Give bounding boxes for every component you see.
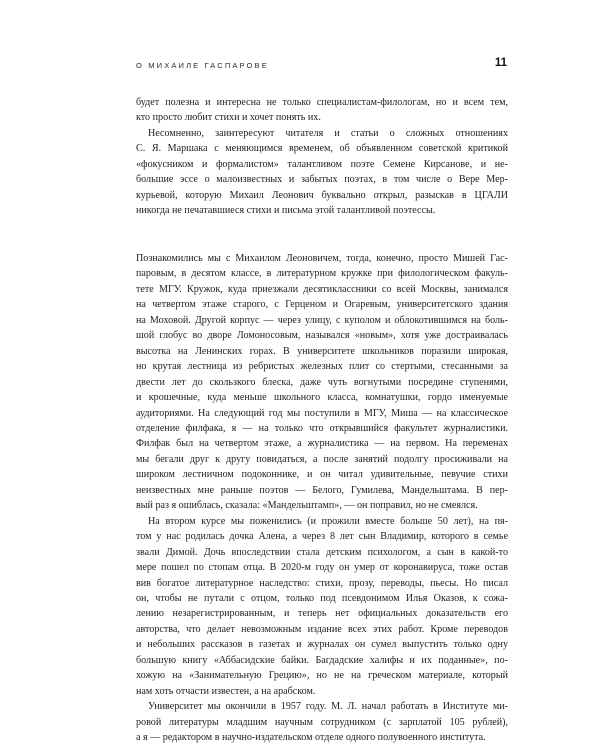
- text-line: двести лет до скользкого блеска, даже чуть вогнутыми посредине ступенями,: [136, 376, 508, 388]
- text-line: мы бегали друг к другу повидаться, а после занятий подолгу просиживали на: [136, 453, 508, 465]
- text-line: высотка на Ленинских горах. В университете школьников поразили широкая,: [136, 345, 508, 357]
- text-line: а я — редактором в научно-издательском отделе одного полувоенного института.: [136, 732, 486, 744]
- text-line: тете МГУ. Кружок, куда приезжали десятиклассники со всей Москвы, занимался: [136, 283, 508, 295]
- text-line: вив богатое литературное наследство: стихи, прозу, переводы, пьесы. Но писал: [136, 577, 508, 589]
- text-line: хожую на «Занимательную Грецию», но не на греческом материале, который: [136, 670, 508, 682]
- text-line: аудиториями. На следующий год мы поступили в МГУ, Миша — на классическое: [136, 407, 508, 419]
- text-line: широком лестничном подоконнике, и он читал удивительные, певучие стихи: [136, 469, 508, 481]
- text-line: Филфак был на четвертом этаже, а журналистика — на первом. На переменах: [136, 438, 508, 450]
- paragraph-group-intro: [136, 95, 508, 219]
- text-line: звали Димой. Дочь впоследствии стала детским психологом, а сын в какой-то: [136, 546, 508, 558]
- text-line: Университет мы окончили в 1957 году. М. Л. начал работать в Институте ми-: [148, 701, 508, 713]
- text-line: С. Я. Маршака с меняющимся временем, об объявленном советской критикой: [136, 143, 508, 155]
- text-line: но крутая лестница из ребристых железных плит со стертыми, стесанными за: [136, 361, 508, 373]
- text-line: курьевой, которую Михаил Леонович буквально открыл, разыскав в ЦГАЛИ: [136, 189, 508, 201]
- text-line: неизвестных мне раньше поэтов — Белого, Гумилева, Мандельштама. В пер-: [136, 484, 508, 496]
- text-line: авторства, что делает невозможным издание всех этих работ. Кроме переводов: [136, 623, 508, 635]
- text-line: Познакомились мы с Михаилом Леоновичем, тогда, конечно, просто Мишей Гас-: [136, 253, 508, 264]
- text-line: нам хоть отчасти известен, а на арабском.: [136, 685, 316, 697]
- paragraph-group-memoir: [136, 251, 508, 746]
- text-line: На втором курсе мы поженились (и прожили вместе больше 50 лет), на пя-: [148, 515, 508, 527]
- text-line: никогда не печатавшиеся стихи и письма этой талантливой поэтессы.: [136, 205, 436, 217]
- text-line: том у нас родилась дочка Алена, а через 8 лет сын Владимир, которого в семье: [136, 531, 508, 543]
- text-line: большие эссе о малоизвестных и забытых поэтах, в том числе о Вере Мер-: [136, 174, 508, 186]
- page-number: 11: [494, 57, 507, 69]
- text-line: ровой литературы младшим научным сотрудником (с зарплатой 105 рублей),: [136, 716, 508, 728]
- text-line: «фокусником и формалистом» талантливом поэте Семене Кирсанове, и не-: [136, 158, 508, 170]
- text-line: лению незарегистрированным, и теперь нет официальных доказательств его: [136, 608, 508, 620]
- text-line: шой глобус во дворе Ломоносовым, назывался «новым», хотя уже достраивалась: [136, 330, 508, 342]
- text-line: отделение филфака, я — на только что открывшийся факультет журналистики.: [136, 422, 508, 434]
- running-title: О МИХАИЛЕ ГАСПАРОВЕ: [136, 61, 269, 70]
- text-line: паровым, в десятом классе, в литературном кружке при филологическом факуль-: [136, 268, 508, 280]
- text-line: вый раз я ошиблась, сказала: «Мандельштамп», — он поправил, но не смеялся.: [136, 500, 478, 512]
- text-line: большую книгу «Аббасидские байки. Багдадские халифы и их поданные», по-: [136, 654, 508, 666]
- text-line: мере пошел по стопам отца. В 2020-м году он умер от коронавируса, тоже остав: [136, 562, 508, 574]
- text-line: кто просто любит стихи и хочет понять их.: [136, 112, 321, 124]
- text-line: и крошечные, куда меньше школьного класса, комнатушки, гордо именуемые: [136, 392, 508, 404]
- text-line: Несомненно, заинтересуют читателя и статьи о сложных отношениях: [148, 127, 508, 139]
- text-line: на четвертом этаже старого, с Герценом и Огаревым, университетского здания: [136, 299, 508, 311]
- text-line: и небольших рассказов в газетах и журналах он сумел выпустить только одну: [136, 639, 508, 651]
- text-line: на Моховой. Другой корпус — через улицу, с куполом и облокотившимся на боль-: [136, 314, 508, 326]
- text-line: он, чтобы не путали с отцом, только под псевдонимом Илья Оказов, к сожа-: [136, 592, 508, 604]
- text-line: будет полезна и интересна не только специалистам-филологам, но и всем тем,: [136, 97, 508, 108]
